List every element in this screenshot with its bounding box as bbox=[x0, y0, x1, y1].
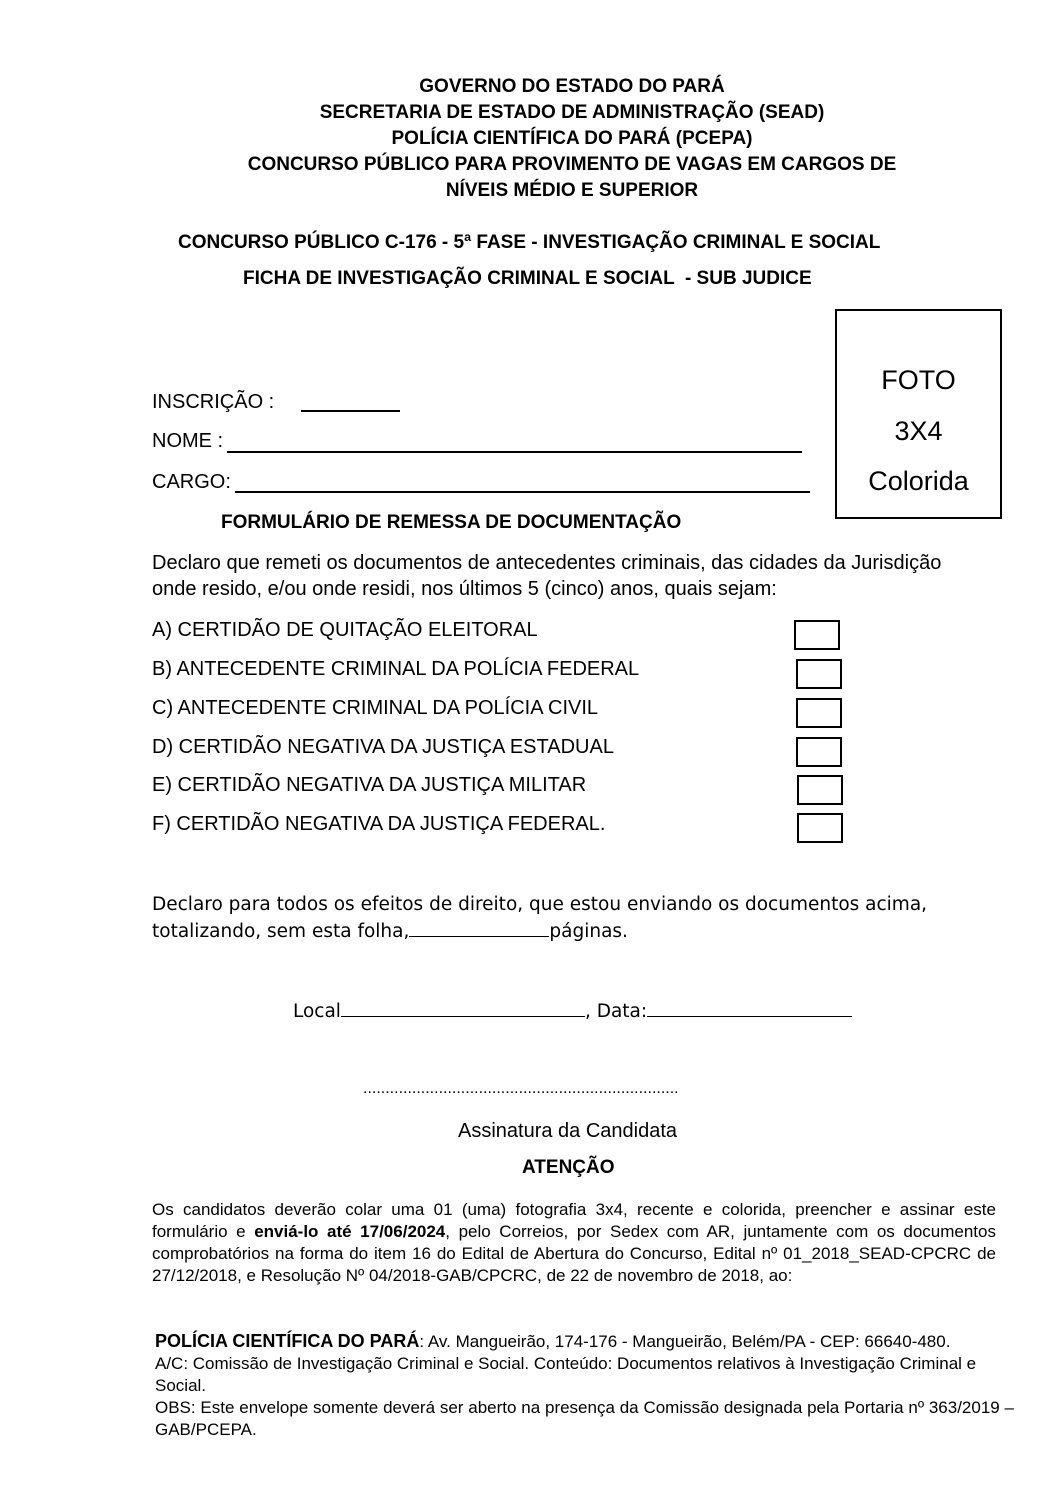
checkbox-document-b[interactable] bbox=[796, 659, 842, 689]
photo-label-size: 3X4 bbox=[894, 416, 943, 446]
checkbox-document-d[interactable] bbox=[796, 737, 842, 767]
cargo-field[interactable] bbox=[235, 491, 810, 493]
checkbox-document-f[interactable] bbox=[797, 813, 843, 843]
attention-deadline: enviá-lo até 17/06/2024 bbox=[254, 1222, 446, 1241]
declaration-intro-line-1: Declaro que remeti os documentos de antecedentes criminais, das cidades da Jurisdição bbox=[152, 552, 942, 574]
checkbox-document-a[interactable] bbox=[794, 620, 840, 650]
checkbox-document-c[interactable] bbox=[796, 698, 842, 728]
signature-line[interactable]: ....................................................................... bbox=[363, 1080, 679, 1097]
pages-declaration-line-1: Declaro para todos os efeitos de direito, que estou enviando os documentos acima, bbox=[152, 894, 928, 915]
document-item-c: C) ANTECEDENTE CRIMINAL DA POLÍCIA CIVIL bbox=[152, 697, 599, 719]
photo-label-foto: FOTO bbox=[881, 365, 956, 395]
photo-label-color: Colorida bbox=[868, 466, 969, 496]
attention-title: ATENÇÃO bbox=[522, 1157, 615, 1178]
date-field[interactable] bbox=[647, 998, 852, 1017]
pages-declaration-line-2 bbox=[152, 918, 628, 942]
photo-placeholder-box[interactable] bbox=[835, 309, 1002, 519]
address-ac: A/C: Comissão de Investigação Criminal e Social. Conteúdo: Documentos relativos à Investigação Criminal e Social. bbox=[155, 1354, 977, 1395]
address-obs: OBS: Este envelope somente deverá ser aberto na presença da Comissão designada pela Portaria nº 363/2019 – GAB/PCEPA. bbox=[155, 1398, 1014, 1439]
checkbox-document-e[interactable] bbox=[797, 775, 843, 805]
header-block bbox=[0, 74, 1059, 204]
signature-label: Assinatura da Candidata bbox=[458, 1120, 678, 1142]
address-block bbox=[155, 1330, 1014, 1441]
local-label: Local bbox=[293, 1001, 341, 1022]
page-count-field[interactable] bbox=[409, 918, 549, 937]
cargo-label: CARGO: bbox=[152, 471, 231, 493]
declaration-intro-line-2: onde resido, e/ou onde residi, nos últimos 5 (cinco) anos, quais sejam: bbox=[152, 578, 777, 600]
nome-field[interactable] bbox=[227, 451, 802, 453]
address-org-name: POLÍCIA CIENTÍFICA DO PARÁ bbox=[155, 1331, 420, 1351]
date-label: , Data: bbox=[584, 1001, 648, 1022]
inscricao-field[interactable] bbox=[301, 410, 400, 412]
contest-title: CONCURSO PÚBLICO C-176 - 5ª FASE - INVESTIGAÇÃO CRIMINAL E SOCIAL bbox=[178, 232, 881, 253]
attention-text bbox=[152, 1199, 996, 1287]
declaration-intro bbox=[152, 550, 941, 602]
header-line-secretariat: SECRETARIA DE ESTADO DE ADMINISTRAÇÃO (SEAD) bbox=[319, 102, 825, 123]
local-field[interactable] bbox=[341, 998, 585, 1017]
document-item-f: F) CERTIDÃO NEGATIVA DA JUSTIÇA FEDERAL. bbox=[152, 813, 606, 835]
form-title: FORMULÁRIO DE REMESSA DE DOCUMENTAÇÃO bbox=[221, 512, 682, 533]
document-item-a: A) CERTIDÃO DE QUITAÇÃO ELEITORAL bbox=[152, 619, 538, 641]
header-line-contest: CONCURSO PÚBLICO PARA PROVIMENTO DE VAGAS EM CARGOS DE bbox=[247, 154, 897, 175]
attention-text-before: Os candidatos deverão colar uma 01 (uma) fotografia 3x4, recente e colorida, preencher e assinar este formulário e bbox=[152, 1200, 996, 1241]
address-org-rest: : Av. Mangueirão, 174-176 - Mangueirão, Belém/PA - CEP: 66640-480. bbox=[419, 1332, 951, 1351]
document-item-b: B) ANTECEDENTE CRIMINAL DA POLÍCIA FEDERAL bbox=[152, 658, 640, 680]
inscricao-label: INSCRIÇÃO : bbox=[152, 391, 275, 413]
document-item-e: E) CERTIDÃO NEGATIVA DA JUSTIÇA MILITAR bbox=[152, 774, 587, 796]
attention-text-after: , pelo Correios, por Sedex com AR, juntamente com os documentos comprobatórios na forma do item 16 do Edital de Abertura do Concurso, Edital nº 01_2018_SEAD-CPCRC de 27/12/2018, e Resolução Nº 04/2018-GAB/CPCRC, de 22 de novembro de 2018, ao: bbox=[152, 1222, 996, 1285]
place-date-row bbox=[293, 998, 852, 1022]
header-line-police: POLÍCIA CIENTÍFICA DO PARÁ (PCEPA) bbox=[391, 128, 753, 149]
pages-declaration-prefix: totalizando, sem esta folha, bbox=[152, 921, 410, 942]
pages-declaration-suffix: páginas. bbox=[549, 921, 628, 942]
nome-label: NOME : bbox=[152, 430, 224, 452]
header-line-government: GOVERNO DO ESTADO DO PARÁ bbox=[419, 76, 725, 97]
document-item-d: D) CERTIDÃO NEGATIVA DA JUSTIÇA ESTADUAL bbox=[152, 736, 614, 758]
form-subtitle: FICHA DE INVESTIGAÇÃO CRIMINAL E SOCIAL - SUB JUDICE bbox=[243, 268, 812, 289]
address-org bbox=[155, 1330, 1014, 1353]
header-line-levels: NÍVEIS MÉDIO E SUPERIOR bbox=[445, 180, 699, 201]
